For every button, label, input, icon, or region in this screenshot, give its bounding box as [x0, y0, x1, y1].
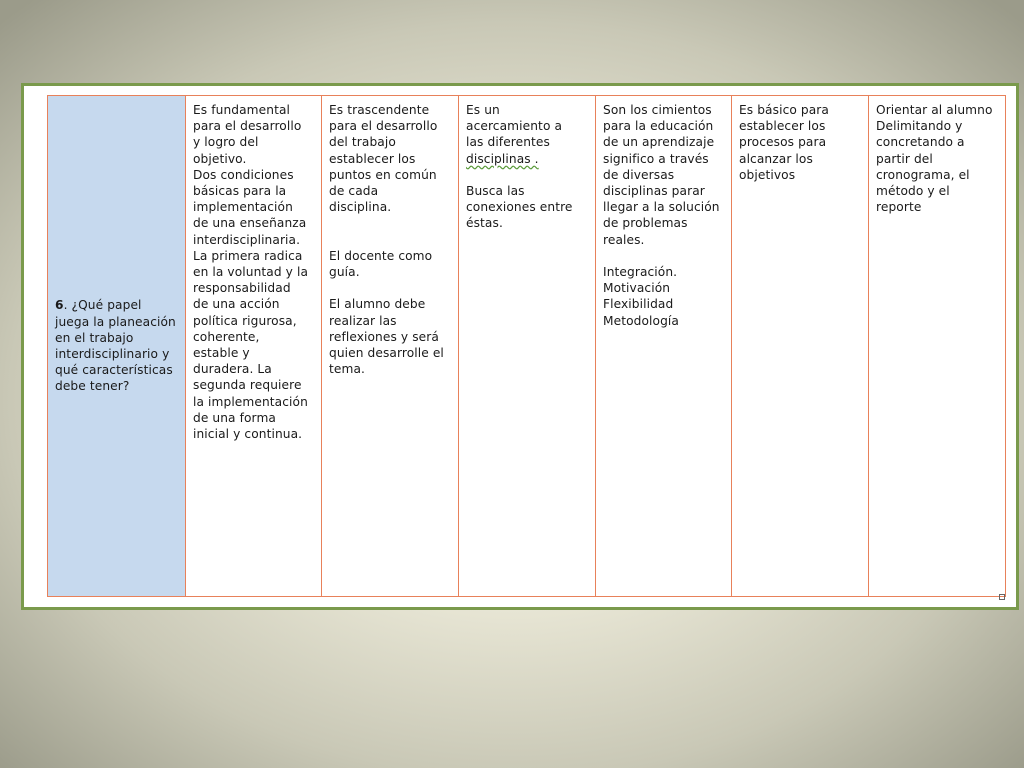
answer-text-1: Es fundamental para el desarrollo y logro del objetivo. Dos condiciones básicas para la implementación de una enseñanza interdisciplinaria. La primera radica en la voluntad y la responsabilidad de una acción política rigurosa, coherente, estable y duradera. La segunda requiere la implementación de una forma inicial y continua. — [193, 103, 309, 442]
answer-text-4: Son los cimientos para la educación de un aprendizaje significo a través de diversas disciplinas parar llegar a la solución de problemas reales. Integración. Motivación Flexibilidad Metodología — [603, 103, 720, 328]
answer-text-3 — [466, 102, 589, 232]
question-cell — [48, 96, 186, 597]
answer-cell-5 — [732, 96, 869, 597]
question-number: 6 — [55, 298, 64, 313]
answer-text-3-after: Busca las conexiones entre éstas. — [466, 184, 573, 231]
answer-table — [47, 95, 1006, 597]
answer-cell-4 — [596, 96, 732, 597]
answer-cell-1 — [186, 96, 322, 597]
table-end-marker — [999, 594, 1005, 600]
answer-cell-6 — [869, 96, 1006, 597]
answer-cell-3 — [459, 96, 596, 597]
answer-text-6: Orientar al alumno Delimitando y concretando a partir del cronograma, el método y el reporte — [876, 103, 993, 215]
slide-frame — [21, 83, 1019, 610]
answer-text-5: Es básico para establecer los procesos para alcanzar los objetivos — [739, 103, 829, 182]
spellcheck-underlined-word: disciplinas . — [466, 151, 539, 166]
answer-text-3-before: Es un acercamiento a las diferentes — [466, 103, 563, 150]
answer-cell-2 — [322, 96, 459, 597]
table-row — [48, 96, 1006, 597]
question-text: . ¿Qué papel juega la planeación en el trabajo interdisciplinario y qué características debe tener? — [55, 298, 176, 394]
answer-text-2: Es trascendente para el desarrollo del trabajo establecer los puntos en común de cada disciplina. El docente como guía. El alumno debe realizar las reflexiones y será quien desarrolle el tema. — [329, 103, 444, 377]
